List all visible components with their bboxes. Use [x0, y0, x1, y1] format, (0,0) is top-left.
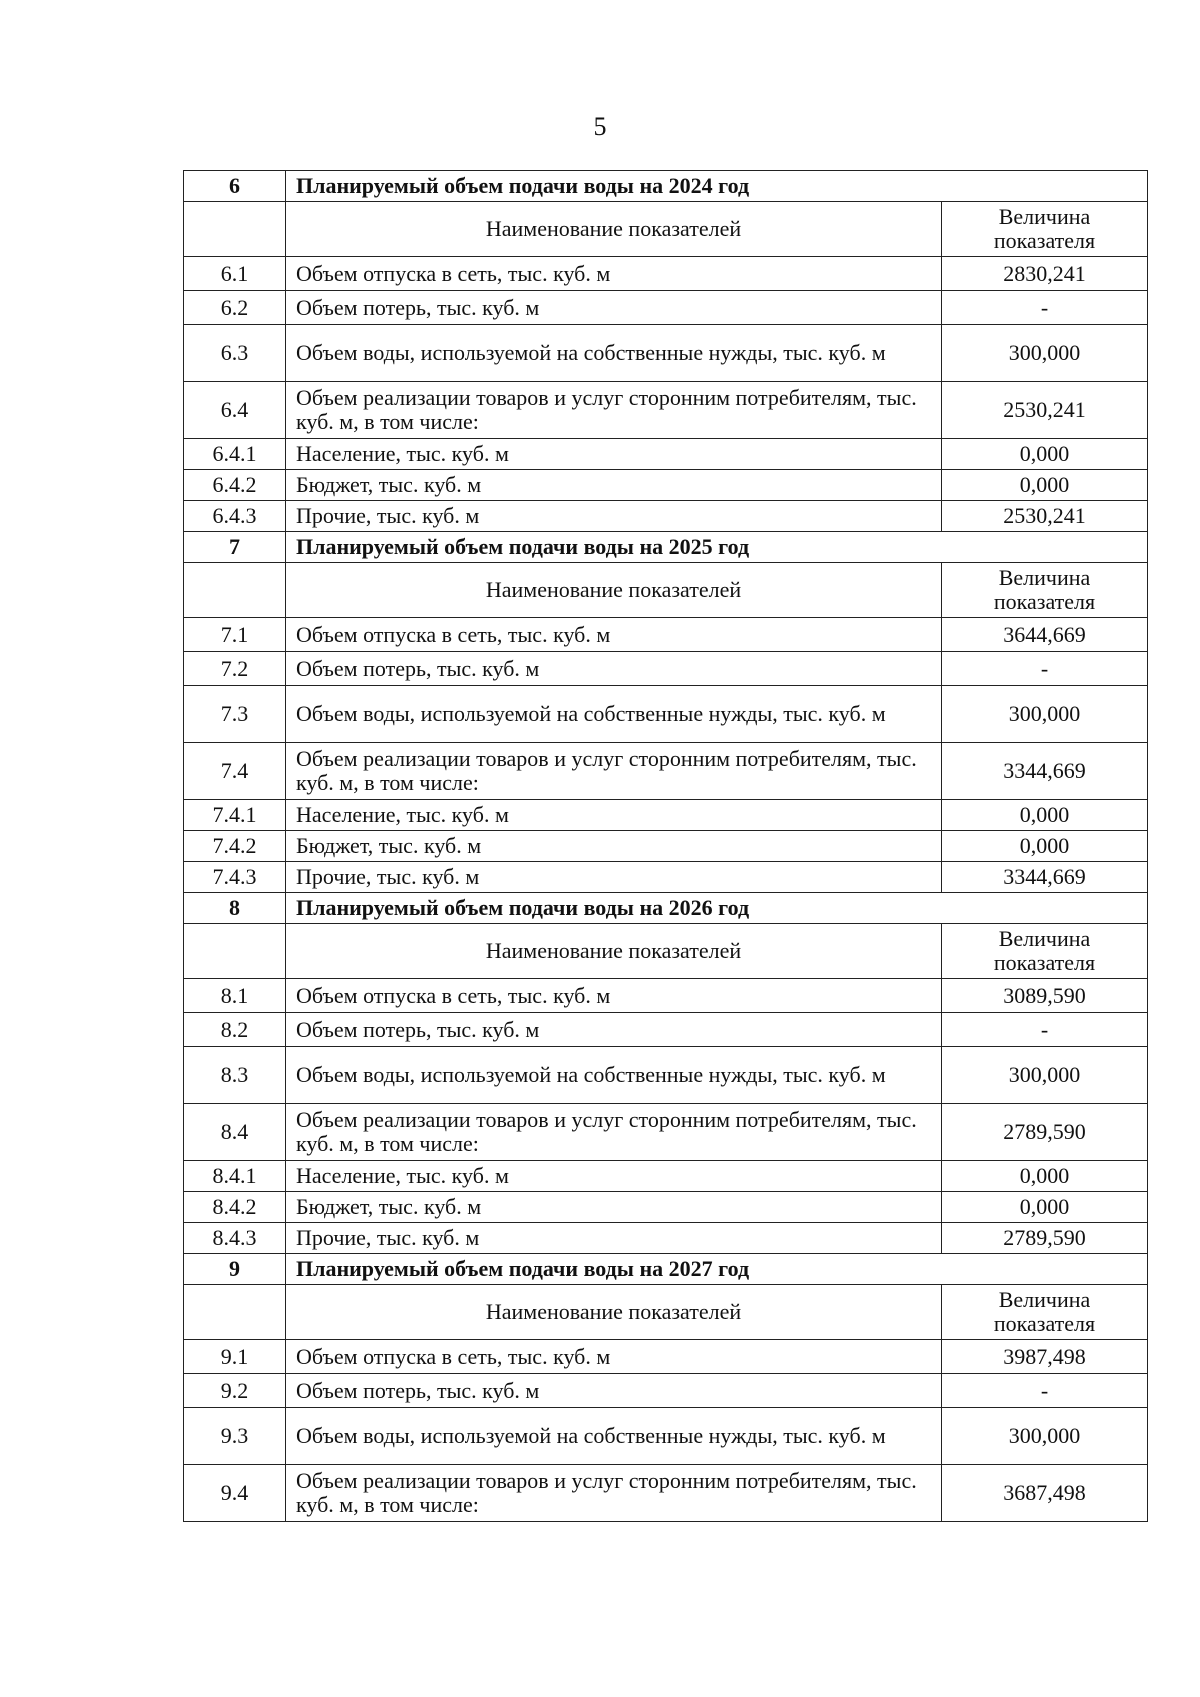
header-number-cell: [184, 1285, 286, 1340]
row-value: 3687,498: [942, 1465, 1148, 1522]
row-name: Бюджет, тыс. куб. м: [286, 1192, 942, 1223]
row-number: 7.4.2: [184, 831, 286, 862]
table-row: [184, 618, 1148, 652]
table-row: [184, 1340, 1148, 1374]
row-name: Объем отпуска в сеть, тыс. куб. м: [286, 979, 942, 1013]
section-title-blank: [942, 171, 1148, 202]
table-row: [184, 1192, 1148, 1223]
section-title-row: [184, 893, 1148, 924]
table-row: [184, 800, 1148, 831]
section-title-blank: [942, 1254, 1148, 1285]
row-value: -: [942, 652, 1148, 686]
water-supply-table: [183, 170, 1148, 1522]
row-name: Объем реализации товаров и услуг сторонним потребителям, тыс. куб. м, в том числе:: [286, 743, 942, 800]
row-value: -: [942, 291, 1148, 325]
table-row: [184, 1047, 1148, 1104]
table-row: [184, 501, 1148, 532]
row-number: 9.1: [184, 1340, 286, 1374]
row-name: Объем реализации товаров и услуг сторонним потребителям, тыс. куб. м, в том числе:: [286, 1465, 942, 1522]
row-number: 7.4.1: [184, 800, 286, 831]
header-name-cell: Наименование показателей: [286, 202, 942, 257]
row-value: 3344,669: [942, 862, 1148, 893]
row-name: Бюджет, тыс. куб. м: [286, 470, 942, 501]
row-name: Население, тыс. куб. м: [286, 439, 942, 470]
section-title-blank: [942, 893, 1148, 924]
row-number: 7.3: [184, 686, 286, 743]
table-body: [184, 171, 1148, 1522]
row-number: 9.2: [184, 1374, 286, 1408]
section-title-row: [184, 171, 1148, 202]
row-value: 3644,669: [942, 618, 1148, 652]
table-row: [184, 862, 1148, 893]
row-value: 3987,498: [942, 1340, 1148, 1374]
section-title: Планируемый объем подачи воды на 2024 год: [286, 171, 942, 202]
section-number: 8: [184, 893, 286, 924]
section-title-row: [184, 1254, 1148, 1285]
table-row: [184, 257, 1148, 291]
row-value: 2789,590: [942, 1104, 1148, 1161]
row-name: Объем реализации товаров и услуг сторонним потребителям, тыс. куб. м, в том числе:: [286, 382, 942, 439]
row-value: 0,000: [942, 831, 1148, 862]
row-value: -: [942, 1374, 1148, 1408]
table-row: [184, 1465, 1148, 1522]
row-name: Объем потерь, тыс. куб. м: [286, 652, 942, 686]
table-row: [184, 291, 1148, 325]
header-name-cell: Наименование показателей: [286, 1285, 942, 1340]
row-value: 2830,241: [942, 257, 1148, 291]
row-name: Объем реализации товаров и услуг сторонним потребителям, тыс. куб. м, в том числе:: [286, 1104, 942, 1161]
row-number: 8.4.3: [184, 1223, 286, 1254]
row-name: Объем потерь, тыс. куб. м: [286, 291, 942, 325]
row-name: Объем воды, используемой на собственные нужды, тыс. куб. м: [286, 686, 942, 743]
row-value: 0,000: [942, 1192, 1148, 1223]
row-name: Население, тыс. куб. м: [286, 800, 942, 831]
column-header-row: [184, 563, 1148, 618]
section-number: 9: [184, 1254, 286, 1285]
row-number: 8.2: [184, 1013, 286, 1047]
table-row: [184, 439, 1148, 470]
row-value: 2789,590: [942, 1223, 1148, 1254]
table-row: [184, 325, 1148, 382]
row-number: 6.4.3: [184, 501, 286, 532]
column-header-row: [184, 1285, 1148, 1340]
section-title: Планируемый объем подачи воды на 2026 год: [286, 893, 942, 924]
header-number-cell: [184, 202, 286, 257]
section-title: Планируемый объем подачи воды на 2027 год: [286, 1254, 942, 1285]
table-row: [184, 1223, 1148, 1254]
header-value-cell: Величина показателя: [942, 563, 1148, 618]
header-value-cell: Величина показателя: [942, 202, 1148, 257]
page-number: 5: [593, 112, 607, 141]
row-value: -: [942, 1013, 1148, 1047]
table-row: [184, 743, 1148, 800]
section-number: 6: [184, 171, 286, 202]
row-value: 300,000: [942, 1047, 1148, 1104]
row-value: 0,000: [942, 1161, 1148, 1192]
row-name: Объем отпуска в сеть, тыс. куб. м: [286, 257, 942, 291]
row-value: 2530,241: [942, 382, 1148, 439]
row-name: Прочие, тыс. куб. м: [286, 501, 942, 532]
row-number: 8.1: [184, 979, 286, 1013]
row-name: Объем воды, используемой на собственные нужды, тыс. куб. м: [286, 325, 942, 382]
header-name-cell: Наименование показателей: [286, 924, 942, 979]
table-row: [184, 1104, 1148, 1161]
row-name: Объем отпуска в сеть, тыс. куб. м: [286, 618, 942, 652]
table-row: [184, 1161, 1148, 1192]
row-name: Объем воды, используемой на собственные нужды, тыс. куб. м: [286, 1408, 942, 1465]
table-row: [184, 831, 1148, 862]
row-number: 8.4.1: [184, 1161, 286, 1192]
row-number: 6.4: [184, 382, 286, 439]
row-name: Объем воды, используемой на собственные нужды, тыс. куб. м: [286, 1047, 942, 1104]
table-row: [184, 979, 1148, 1013]
row-number: 9.3: [184, 1408, 286, 1465]
column-header-row: [184, 202, 1148, 257]
row-number: 8.4: [184, 1104, 286, 1161]
row-number: 8.4.2: [184, 1192, 286, 1223]
row-value: 300,000: [942, 1408, 1148, 1465]
row-value: 2530,241: [942, 501, 1148, 532]
table-row: [184, 1408, 1148, 1465]
row-value: 0,000: [942, 800, 1148, 831]
row-value: 0,000: [942, 470, 1148, 501]
row-number: 9.4: [184, 1465, 286, 1522]
header-value-cell: Величина показателя: [942, 1285, 1148, 1340]
row-name: Объем отпуска в сеть, тыс. куб. м: [286, 1340, 942, 1374]
section-title-row: [184, 532, 1148, 563]
row-name: Бюджет, тыс. куб. м: [286, 831, 942, 862]
row-number: 6.4.2: [184, 470, 286, 501]
row-number: 6.2: [184, 291, 286, 325]
row-number: 6.4.1: [184, 439, 286, 470]
row-number: 6.3: [184, 325, 286, 382]
row-name: Прочие, тыс. куб. м: [286, 1223, 942, 1254]
table-row: [184, 1374, 1148, 1408]
row-number: 7.4: [184, 743, 286, 800]
row-name: Объем потерь, тыс. куб. м: [286, 1374, 942, 1408]
section-number: 7: [184, 532, 286, 563]
row-value: 0,000: [942, 439, 1148, 470]
row-number: 7.4.3: [184, 862, 286, 893]
header-number-cell: [184, 924, 286, 979]
table-row: [184, 470, 1148, 501]
header-number-cell: [184, 563, 286, 618]
row-value: 300,000: [942, 325, 1148, 382]
row-value: 300,000: [942, 686, 1148, 743]
header-value-cell: Величина показателя: [942, 924, 1148, 979]
row-number: 6.1: [184, 257, 286, 291]
row-number: 7.2: [184, 652, 286, 686]
table-row: [184, 652, 1148, 686]
row-value: 3089,590: [942, 979, 1148, 1013]
table-row: [184, 382, 1148, 439]
row-number: 8.3: [184, 1047, 286, 1104]
header-name-cell: Наименование показателей: [286, 563, 942, 618]
table-row: [184, 686, 1148, 743]
row-number: 7.1: [184, 618, 286, 652]
section-title-blank: [942, 532, 1148, 563]
table-row: [184, 1013, 1148, 1047]
column-header-row: [184, 924, 1148, 979]
row-value: 3344,669: [942, 743, 1148, 800]
row-name: Прочие, тыс. куб. м: [286, 862, 942, 893]
row-name: Население, тыс. куб. м: [286, 1161, 942, 1192]
row-name: Объем потерь, тыс. куб. м: [286, 1013, 942, 1047]
section-title: Планируемый объем подачи воды на 2025 год: [286, 532, 942, 563]
